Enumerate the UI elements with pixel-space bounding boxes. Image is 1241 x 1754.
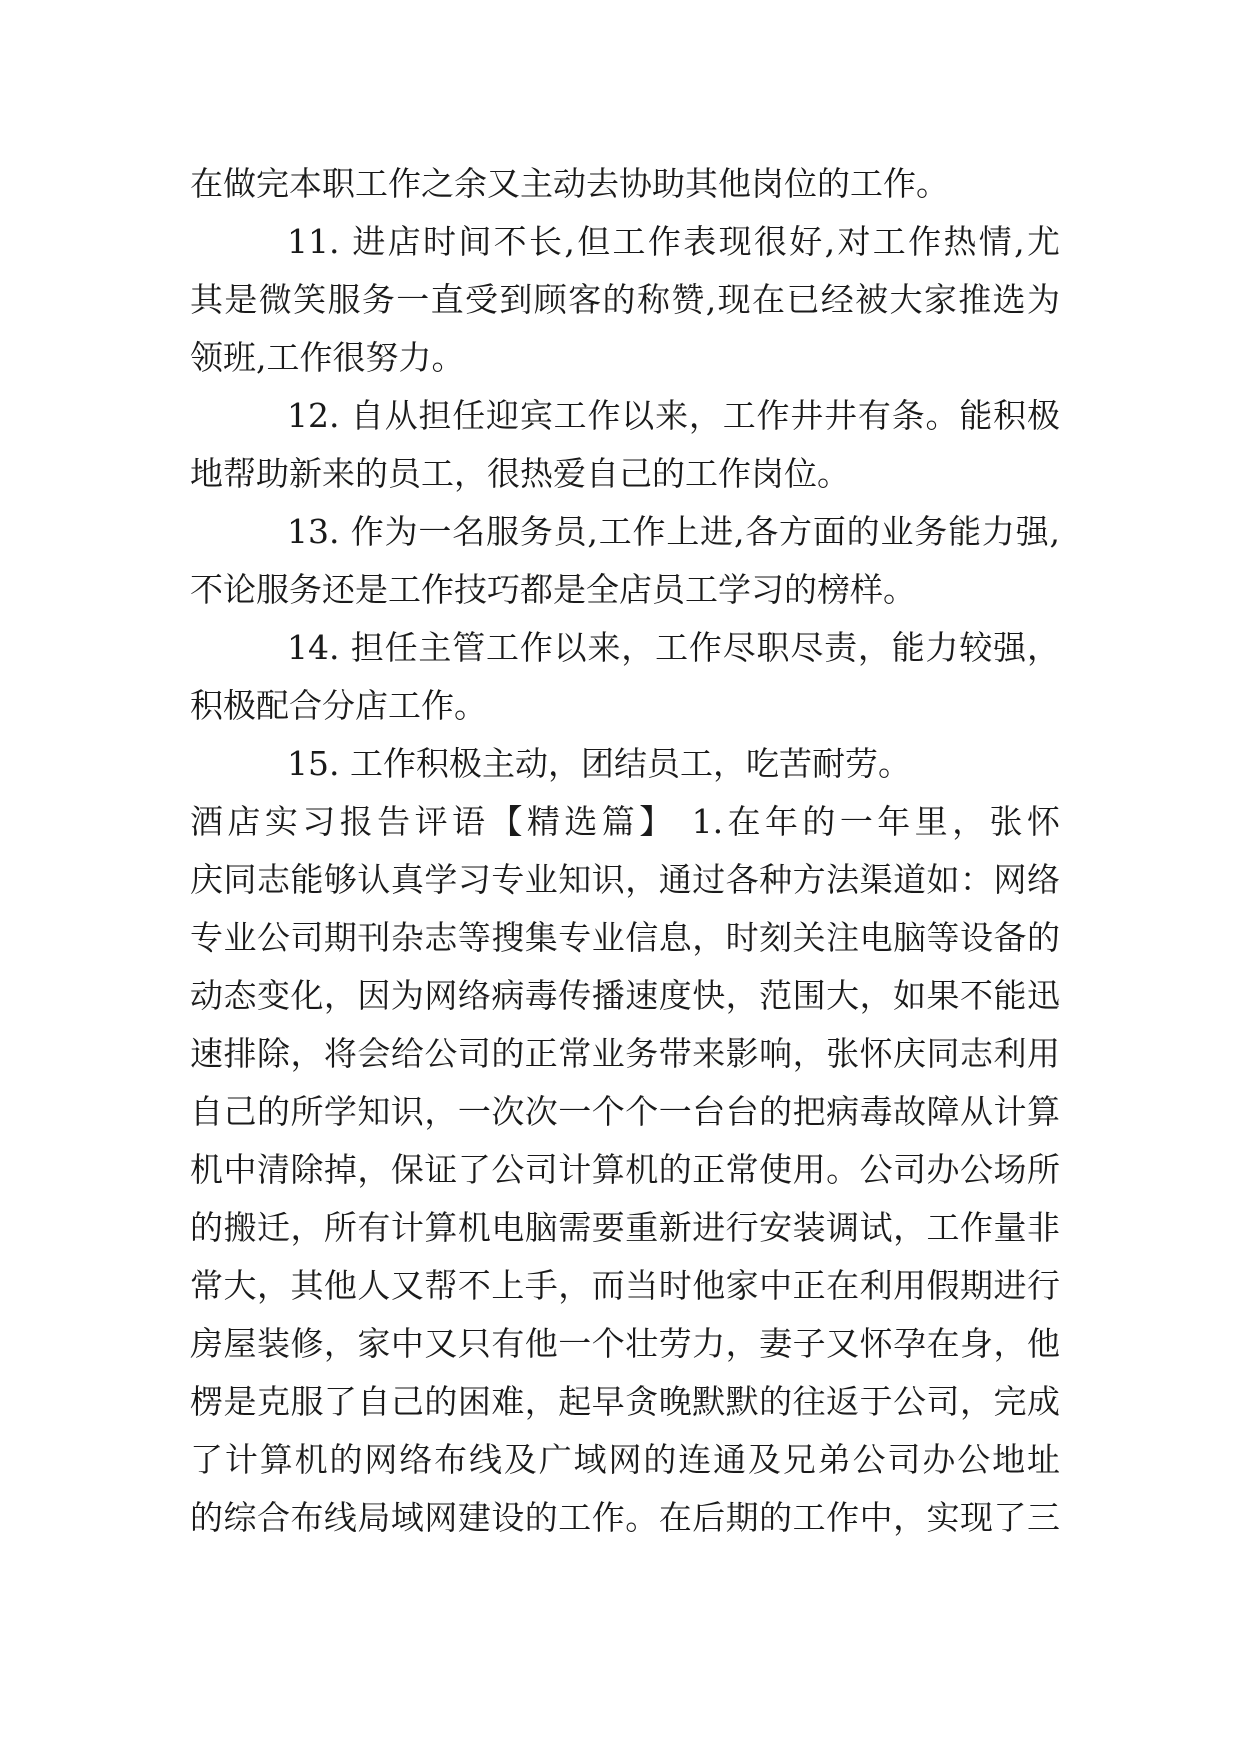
text-line: 楞是克服了自己的困难，起早贪晚默默的往返于公司，完成 [190, 1382, 1060, 1421]
text-line: 其是微笑服务一直受到顾客的称赞,现在已经被大家推选为 [190, 280, 1060, 319]
text-line: 专业公司期刊杂志等搜集专业信息，时刻关注电脑等设备的 [190, 918, 1060, 957]
text-line: 了计算机的网络布线及广域网的连通及兄弟公司办公地址 [190, 1440, 1060, 1479]
text-line: 庆同志能够认真学习专业知识，通过各种方法渠道如：网络 [190, 860, 1060, 899]
text-line: 不论服务还是工作技巧都是全店员工学习的榜样。 [190, 570, 916, 609]
text-line: 自己的所学知识，一次次一个个一台台的把病毒故障从计算 [190, 1092, 1060, 1131]
text-line: 的综合布线局域网建设的工作。在后期的工作中，实现了三 [190, 1498, 1060, 1537]
text-line: 常大，其他人又帮不上手，而当时他家中正在利用假期进行 [190, 1266, 1060, 1305]
text-line: 的搬迁，所有计算机电脑需要重新进行安装调试，工作量非 [190, 1208, 1060, 1247]
text-line: 12. 自从担任迎宾工作以来，工作井井有条。能积极 [287, 396, 1060, 435]
text-line: 领班,工作很努力。 [190, 338, 465, 377]
text-line: 15. 工作积极主动，团结员工，吃苦耐劳。 [287, 744, 911, 783]
text-line: 速排除，将会给公司的正常业务带来影响，张怀庆同志利用 [190, 1034, 1060, 1073]
text-line: 在做完本职工作之余又主动去协助其他岗位的工作。 [190, 164, 949, 203]
text-line: 13. 作为一名服务员,工作上进,各方面的业务能力强, [287, 512, 1060, 551]
text-line: 机中清除掉，保证了公司计算机的正常使用。公司办公场所 [190, 1150, 1060, 1189]
text-line: 积极配合分店工作。 [190, 686, 487, 725]
text-line: 房屋装修，家中又只有他一个壮劳力，妻子又怀孕在身，他 [190, 1324, 1060, 1363]
text-line: 14. 担任主管工作以来，工作尽职尽责，能力较强， [287, 628, 1060, 667]
text-line: 动态变化，因为网络病毒传播速度快，范围大，如果不能迅 [190, 976, 1060, 1015]
section-heading-line: 酒店实习报告评语【精选篇】 1.在年的一年里，张怀 [190, 802, 1060, 841]
text-line: 11. 进店时间不长,但工作表现很好,对工作热情,尤 [287, 222, 1060, 261]
text-line: 地帮助新来的员工，很热爱自己的工作岗位。 [190, 454, 850, 493]
